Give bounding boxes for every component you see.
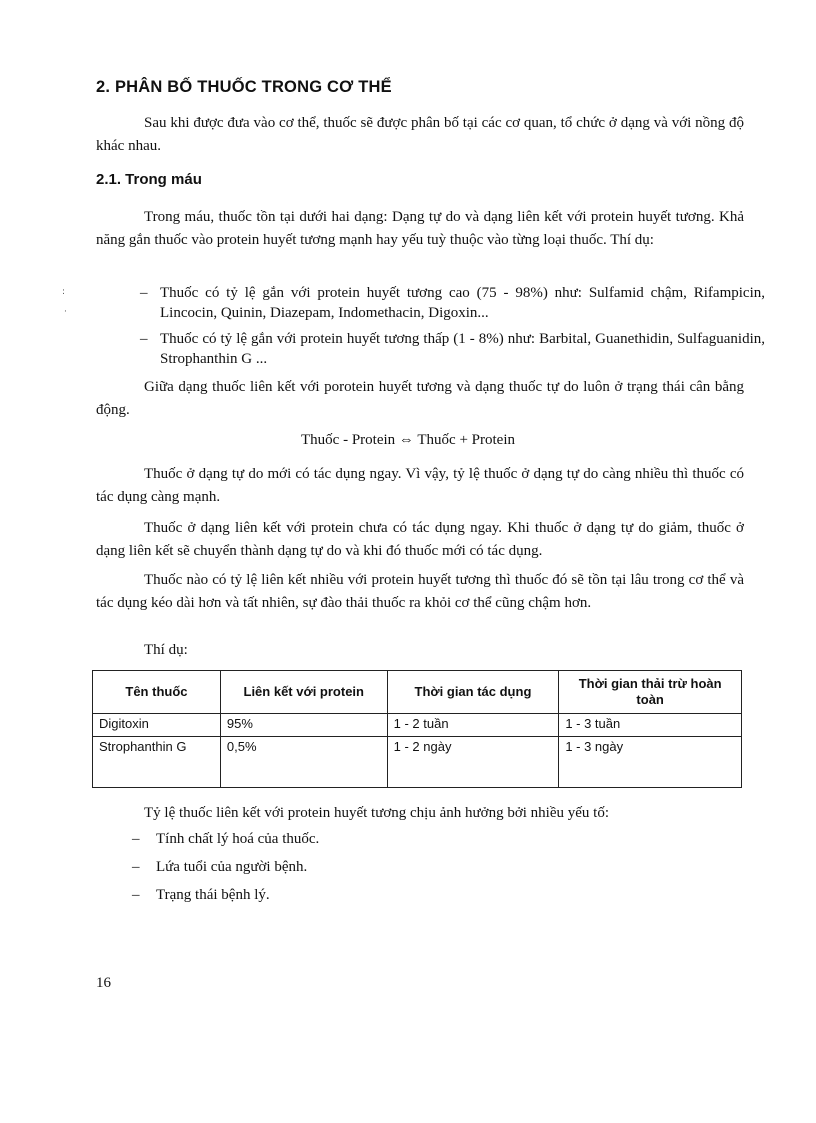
paragraph-2: Giữa dạng thuốc liên kết với porotein huyết tương và dạng thuốc tự do luôn ở trạng thái cân bằng động. — [96, 379, 744, 418]
table-cell: 95% — [220, 714, 387, 737]
bullet-item — [140, 283, 765, 323]
paragraph-5: Thuốc nào có tỷ lệ liên kết nhiều với protein huyết tương thì thuốc đó sẽ tồn tại lâu trong cơ thể và tác dụng kéo dài hơn và tất nhiên, sự đào thải thuốc ra khỏi cơ thể cũng chậm hơn. — [96, 572, 744, 611]
section-heading: 2. PHÂN BỐ THUỐC TRONG CƠ THỂ — [96, 78, 392, 96]
table-row — [93, 737, 742, 788]
section-intro: Sau khi được đưa vào cơ thể, thuốc sẽ được phân bố tại các cơ quan, tổ chức ở dạng và với nồng độ khác nhau. — [96, 115, 744, 154]
paragraph-1: Trong máu, thuốc tồn tại dưới hai dạng: Dạng tự do và dạng liên kết với protein huyết tương. Khả năng gắn thuốc vào protein huyết tương mạnh hay yếu tuỳ thuộc vào từng loại thuốc. Thí dụ: — [96, 209, 744, 248]
dash-icon: – — [140, 331, 148, 347]
list-item-text: Tính chất lý hoá của thuốc. — [156, 831, 320, 847]
list-item-text: Trạng thái bệnh lý. — [156, 887, 270, 903]
table-header-cell: Tên thuốc — [93, 671, 221, 714]
bullet-text: Thuốc có tỷ lệ gắn với protein huyết tương cao (75 - 98%) như: Sulfamid chậm, Rifampicin, Lincocin, Quinin, Diazepam, Indomethacin, Digoxin... — [160, 285, 765, 321]
paragraph-4: Thuốc ở dạng liên kết với protein chưa có tác dụng ngay. Khi thuốc ở dạng tự do giảm, thuốc ở dạng liên kết sẽ chuyển thành dạng tự do và khi đó thuốc mới có tác dụng. — [96, 520, 744, 559]
list-item — [132, 887, 270, 904]
table-cell: Digitoxin — [93, 714, 221, 737]
table-cell: 1 - 3 tuần — [559, 714, 742, 737]
equilibrium-equation: Thuốc - Protein ⇔ Thuốc + Protein — [301, 432, 515, 448]
example-label: Thí dụ: — [144, 642, 188, 658]
paragraph-3: Thuốc ở dạng tự do mới có tác dụng ngay. Vì vậy, tỷ lệ thuốc ở dạng tự do càng nhiều thì thuốc có tác dụng càng mạnh. — [96, 466, 744, 505]
table-row — [93, 714, 742, 737]
bullet-text: Thuốc có tỷ lệ gắn với protein huyết tương thấp (1 - 8%) như: Barbital, Guanethidin, Sulfaguanidin, Strophanthin G ... — [160, 331, 765, 367]
factors-intro: Tỷ lệ thuốc liên kết với protein huyết tương chịu ảnh hưởng bởi nhiều yếu tố: — [144, 805, 609, 821]
scan-speck: · — [64, 307, 67, 317]
table-header-cell: Thời gian thải trừ hoàn toàn — [559, 671, 742, 714]
table-cell: Strophanthin G — [93, 737, 221, 788]
list-item-text: Lứa tuổi của người bệnh. — [156, 859, 308, 875]
dash-icon: – — [132, 831, 140, 847]
drug-table — [92, 670, 742, 788]
page-number: 16 — [96, 975, 111, 991]
dash-icon: – — [132, 887, 140, 903]
table-header-cell: Thời gian tác dụng — [387, 671, 559, 714]
table-header-row — [93, 671, 742, 714]
table-cell: 1 - 3 ngày — [559, 737, 742, 788]
list-item — [132, 859, 307, 876]
bullet-item — [140, 329, 765, 369]
table-cell: 1 - 2 tuần — [387, 714, 559, 737]
dash-icon: – — [132, 859, 140, 875]
table-cell: 1 - 2 ngày — [387, 737, 559, 788]
list-item — [132, 831, 319, 848]
dash-icon: – — [140, 285, 148, 301]
scan-speck: : — [62, 287, 66, 297]
table-header-cell: Liên kết với protein — [220, 671, 387, 714]
table-cell: 0,5% — [220, 737, 387, 788]
subsection-heading: 2.1. Trong máu — [96, 171, 202, 188]
